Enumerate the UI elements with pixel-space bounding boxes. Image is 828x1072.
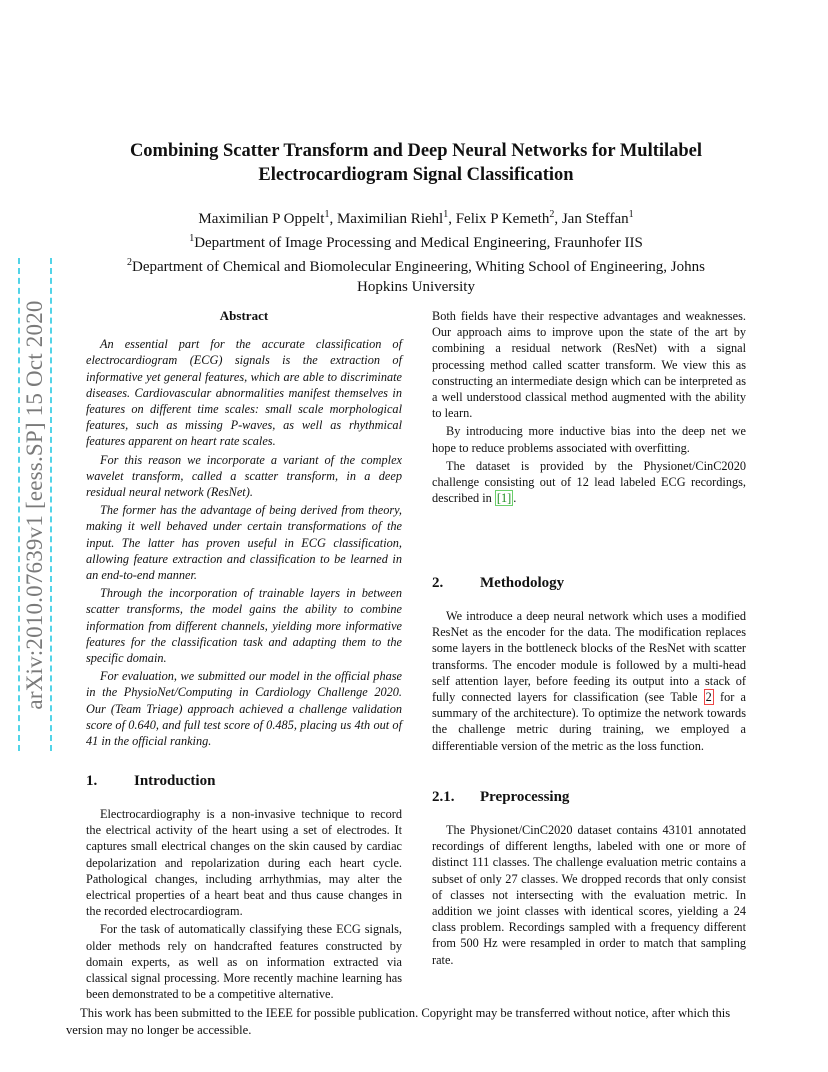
body-paragraph: By introducing more inductive bias into the deep net we hope to reduce problems associated with overfitting. [432, 424, 746, 455]
arxiv-identifier[interactable]: arXiv:2010.07639v1 [eess.SP] 15 Oct 2020 [22, 299, 47, 710]
body-paragraph: For the task of automatically classifying these ECG signals, older methods rely on handcrafted features constructed by domain experts, as well as on information extracted via classical signal processing. More recently machine learning has been demonstrated to be a competitive alternative. [86, 922, 402, 1002]
affiliation-mark: 1 [443, 209, 449, 220]
affiliation-2: $^2$Department of Chemical and Biomolecular Engineering, Whiting School of Engineering, Johns [127, 257, 705, 275]
title-line-1: Combining Scatter Transform and Deep Neural Networks for Multilabel [129, 141, 703, 161]
introduction-section [86, 772, 402, 1002]
affiliation-mark: 2 [549, 209, 555, 220]
affiliation-mark: 1 [628, 209, 634, 220]
section-heading-methodology: 2. Methodology [432, 575, 565, 591]
abstract-heading: Abstract [219, 308, 269, 323]
body-paragraph: Electrocardiography is a non-invasive technique to record the electrical activity of the heart using a set of electrodes. It captures small electrical changes on the skin caused by cardiac depolarization and repolarization during each heart cycle. Pathological changes, including arrhythmias, may alter the electrical properties of a heart beat and thus cause changes in the recorded electrocardiogram. [86, 807, 402, 919]
author-name: Felix P Kemeth [455, 211, 550, 227]
abstract-paragraph: Through the incorporation of trainable layers in between scatter transforms, the model gains the ability to combine information from different channels, yielding more informative features for the classification task and adapting them to the specific domain. [86, 586, 402, 666]
copyright-footnote: This work has been submitted to the IEEE for possible publication. Copyright may be transferred without notice, after which this version may no longer be accessible. [66, 1006, 731, 1037]
abstract-paragraph: An essential part for the accurate classification of electrocardiogram (ECG) signals is the extraction of informative yet general features, which are able to discriminate diseases. Cardiovascular abnormalities manifest themselves in features on different time scales: small scale morphological features, such as missing P-waves, as well as rhythmical features apparent on heart rate scales. [86, 337, 402, 449]
author-name: Maximilian Riehl [336, 211, 444, 227]
author-name: Maximilian P Oppelt [198, 211, 325, 227]
author-list: Maximilian P Oppelt$^1$, Maximilian Riehl$^1$, Felix P Kemeth$^2$, Jan Steffan$^1$ [198, 209, 634, 227]
methodology-section [432, 574, 746, 754]
section-heading-introduction: 1. Introduction [86, 773, 216, 789]
right-column [432, 308, 746, 506]
paper-title [90, 139, 742, 187]
preprocessing-section [432, 788, 746, 968]
abstract-section [86, 308, 402, 749]
stamp-dashed-border-right [50, 258, 52, 751]
table-reference-link[interactable]: 2 [705, 690, 712, 705]
affiliation-1: $^1$Department of Image Processing and Medical Engineering, Fraunhofer IIS [189, 233, 643, 251]
body-paragraph: The dataset is provided by the Physionet/CinC2020 challenge consisting out of 12 lead labeled ECG recordings, described in [1] . [432, 458, 746, 506]
citation-link[interactable]: [1] [496, 491, 512, 506]
subsection-heading-preprocessing: 2.1. Preprocessing [432, 789, 570, 805]
abstract-paragraph: The former has the advantage of being derived from theory, making it well behaved under certain transformations of the input. The latter has proven useful in ECG classification, allowing feature extraction and classification to be learned in an end-to-end manner. [86, 503, 402, 583]
body-paragraph: We introduce a deep neural network which uses a modified ResNet as the encoder for the data. The modification replaces some layers in the bottleneck blocks of the ResNet with scatter transforms. The encoder module is followed by a multi-head self attention layer, before feeding its output into a stack of fully connected layers for classification (see Table 2 for a summary of the architecture). To optimize the network towards the challenge metric during training, we employed a differentiable version of the metric as the loss function. [432, 609, 746, 753]
author-block [90, 205, 742, 297]
abstract-paragraph: For evaluation, we submitted our model in the official phase in the PhysioNet/Computing in Cardiology Challenge 2020. Our (Team Triage) approach achieved a challenge validation score of 0.640, and full test score of 0.485, placing us 4th out of 41 in the official ranking. [86, 669, 402, 749]
title-line-2: Electrocardiogram Signal Classification [258, 165, 574, 185]
affiliation-mark: 1 [324, 209, 330, 220]
abstract-paragraph: For this reason we incorporate a variant of the complex wavelet transform, called a scatter transform, in a deep residual neural network (ResNet). [86, 452, 402, 500]
body-paragraph: The Physionet/CinC2020 dataset contains 43101 annotated recordings of different lengths, labeled with one or more of distinct 111 classes. The challenge evaluation metric contains a subset of only 27 classes. We dropped records that only consist of classes not intersecting with the evaluation metric. In addition we joint classes with identical scores, yielding a 24 class problem. Recordings sampled with a frequency different from 500 Hz were resampled in order to match that sampling rate. [432, 823, 746, 967]
author-name: Jan Steffan [561, 211, 629, 227]
affiliation-2-continued: Hopkins University [357, 279, 475, 295]
arxiv-stamp [15, 258, 55, 751]
stamp-dashed-border-left [18, 258, 20, 751]
body-paragraph: Both fields have their respective advantages and weaknesses. Our approach aims to improve upon the state of the art by combining a residual network (ResNet) with a signal processing method called scatter transform. We view this as constructing an intermediate design which can be interpreted as a well understood classical method augmented with the ability to learn. [432, 309, 746, 421]
